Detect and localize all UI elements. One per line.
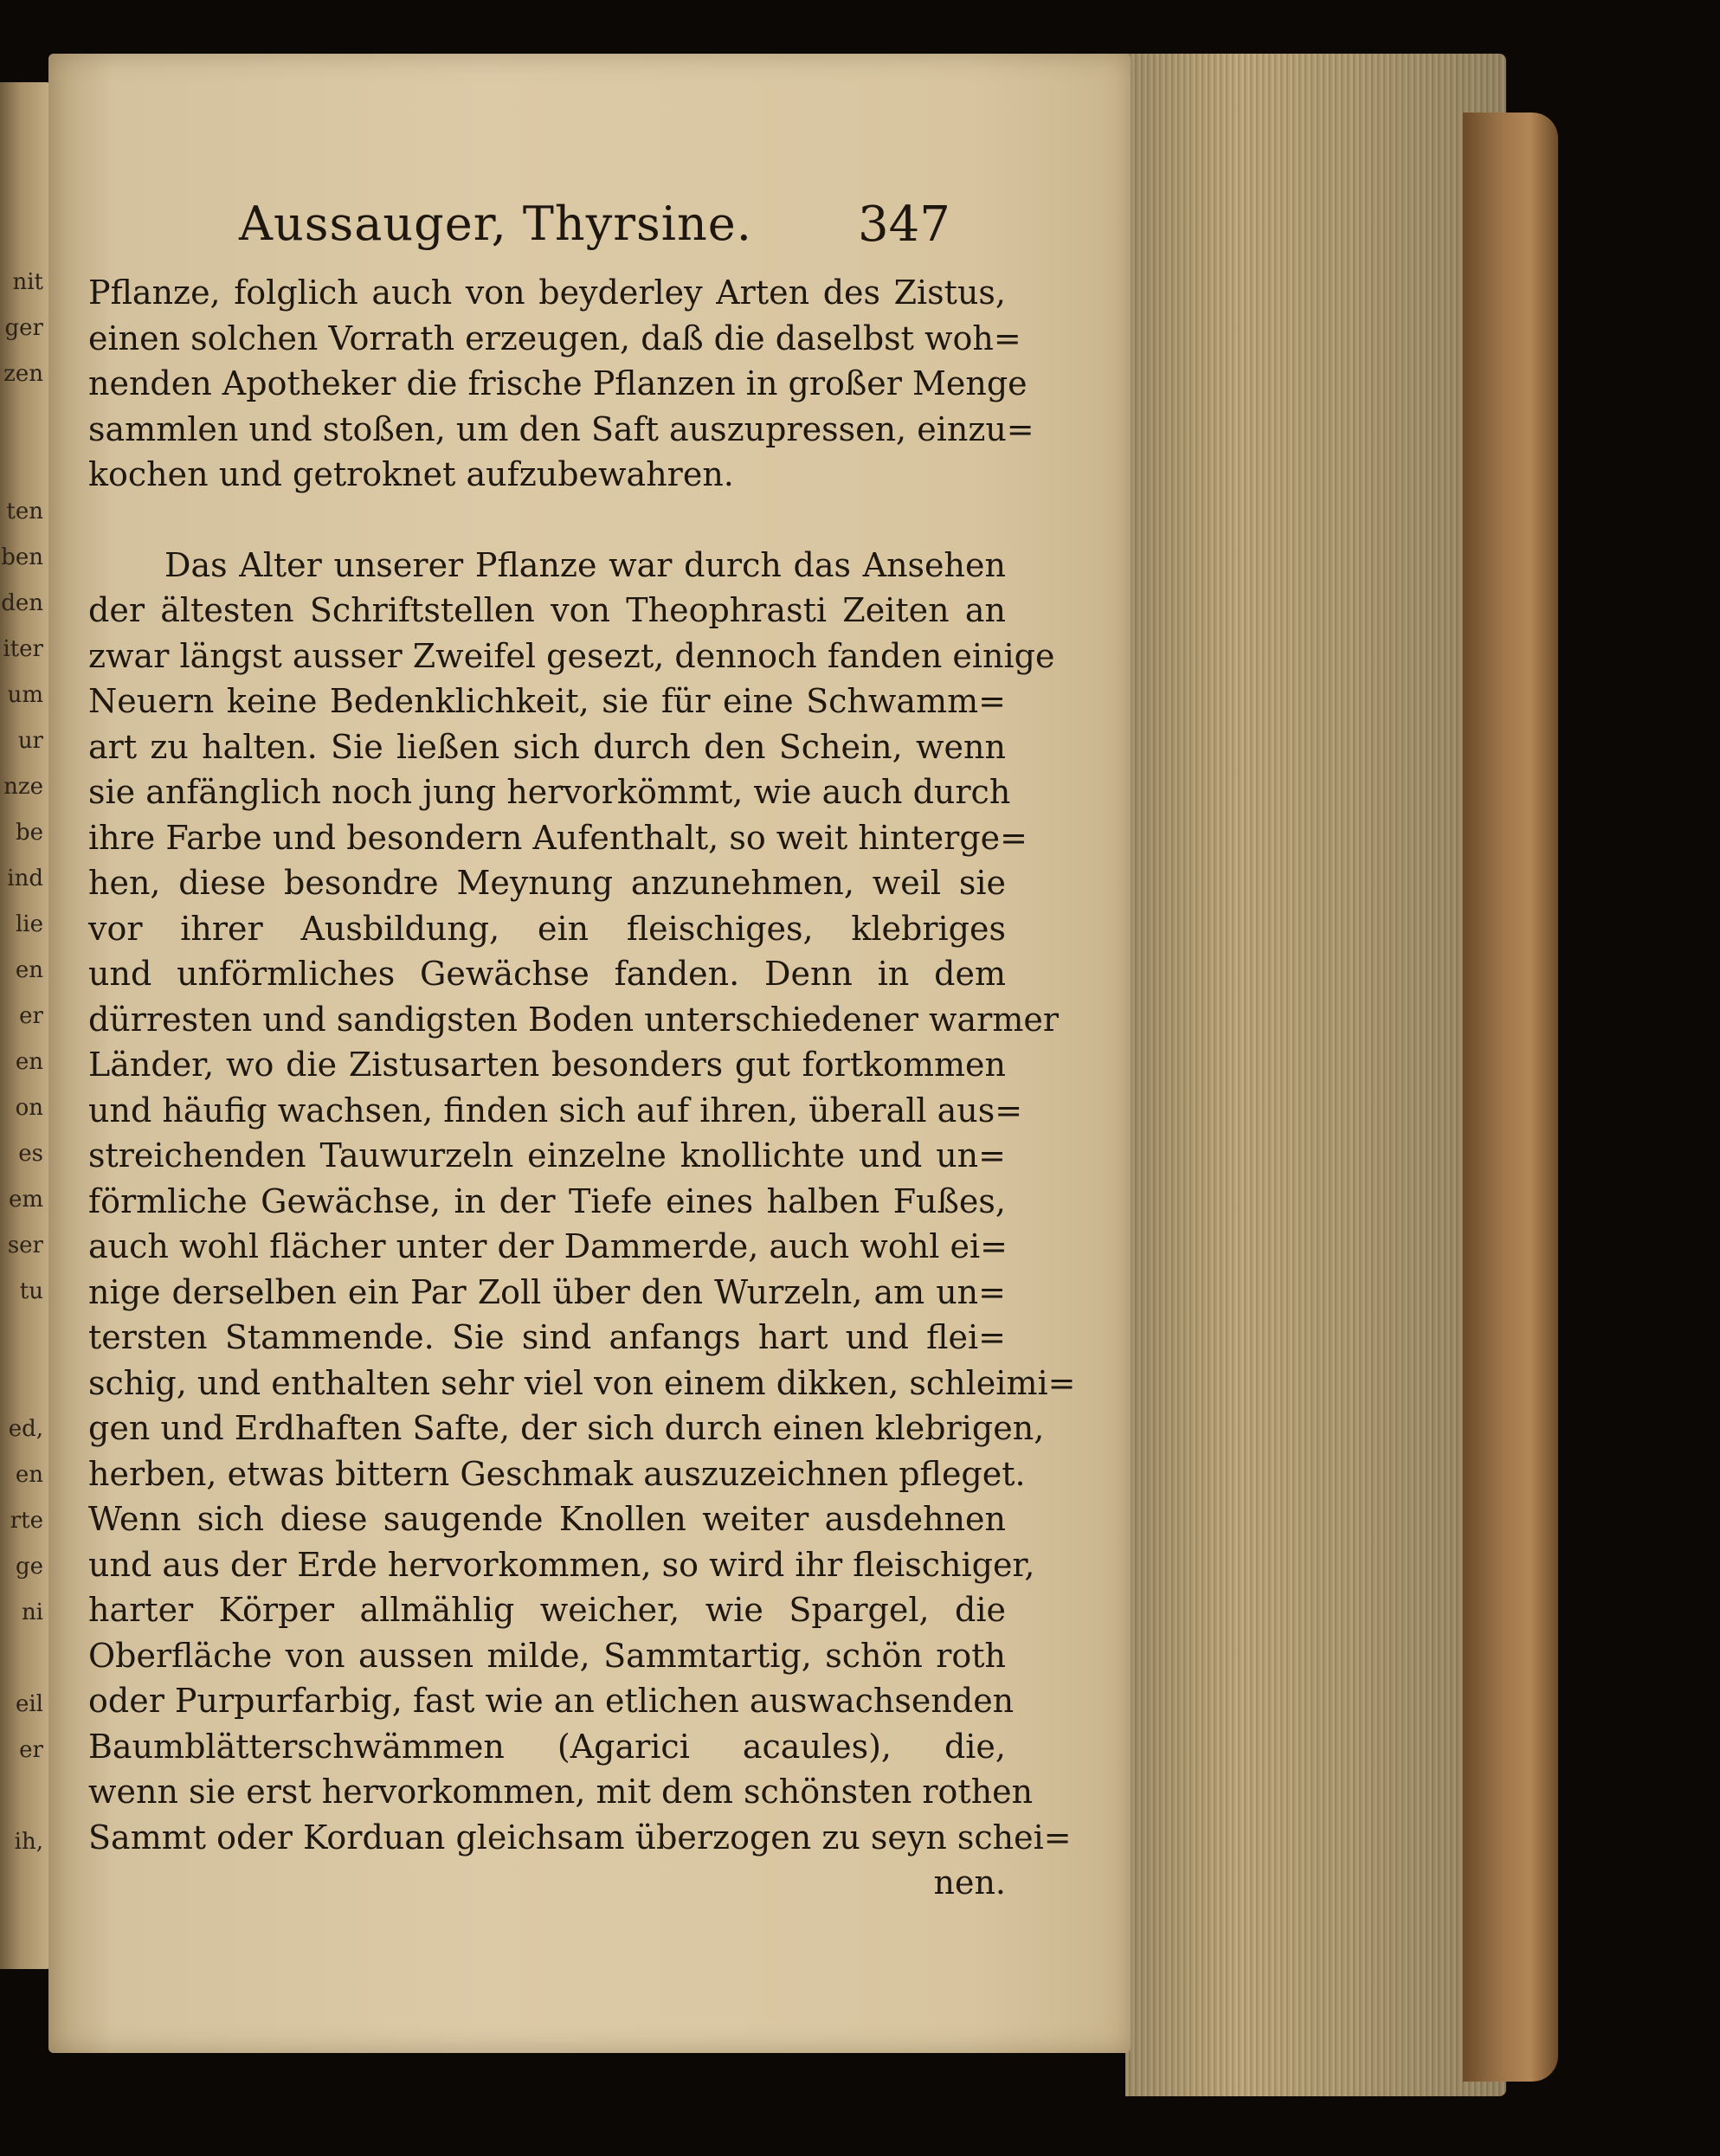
- margin-fragment: [0, 1773, 43, 1819]
- text-line: förmliche Gewächse, in der Tiefe eines halben Fußes,: [88, 1181, 1006, 1220]
- text-line: Länder, wo die Zistusarten besonders gut fortkommen: [88, 1046, 1006, 1084]
- text-line: nenden Apotheker die frische Pflanzen in großer Menge: [88, 364, 1027, 402]
- text-line: sammlen und stoßen, um den Saft auszupressen, einzu=: [88, 409, 1034, 448]
- page-block-shadow: [1125, 54, 1506, 2096]
- text-line: Baumblätterschwämmen (Agarici acaules), die,: [88, 1727, 1006, 1766]
- text-line: vor ihrer Ausbildung, ein fleischiges, klebriges: [88, 909, 1006, 948]
- text-line: sie anfänglich noch jung hervorkömmt, wie auch durch: [88, 773, 1011, 811]
- text-line: schig, und enthalten sehr viel von einem dikken, schleimi=: [88, 1363, 1076, 1402]
- text-line: Pflanze, folglich auch von beyderley Arten des Zistus,: [88, 274, 1006, 312]
- text-line: ihre Farbe und besondern Aufenthalt, so weit hinterge=: [88, 818, 1027, 857]
- text-line: Oberfläche von aussen milde, Sammtartig, schön roth: [88, 1636, 1006, 1675]
- text-line: Neuern keine Bedenklichkeit, sie für eine Schwamm=: [88, 682, 1006, 720]
- margin-fragment: rte: [10, 1508, 43, 1534]
- text-line: Das Alter unserer Pflanze war durch das Ansehen: [164, 545, 1006, 584]
- paragraph-gap: [88, 498, 1006, 543]
- margin-fragment: ge: [15, 1554, 43, 1580]
- text-line: der ältesten Schriftstellen von Theophrasti Zeiten an: [88, 591, 1006, 629]
- text-line: und häufig wachsen, finden sich auf ihren, überall aus=: [88, 1091, 1023, 1129]
- margin-fragment: ih,: [14, 1829, 43, 1855]
- margin-fragment: [0, 443, 43, 489]
- margin-fragment: [0, 1315, 43, 1361]
- margin-fragment: er: [19, 1003, 43, 1029]
- paragraph-1: [88, 270, 1034, 498]
- margin-fragment: ur: [17, 728, 43, 754]
- body-text: [88, 270, 1076, 1906]
- previous-page-margin-text: [0, 260, 43, 1865]
- text-line: zwar längst ausser Zweifel gesezt, dennoch fanden einige: [88, 636, 1055, 675]
- text-line: einen solchen Vorrath erzeugen, daß die daselbst woh=: [88, 319, 1021, 357]
- text-line: wenn sie erst hervorkommen, mit dem schönsten rothen: [88, 1773, 1034, 1811]
- margin-fragment: es: [18, 1141, 43, 1167]
- margin-fragment: ed,: [8, 1416, 43, 1442]
- book-page: [48, 54, 1131, 2053]
- text-line: dürresten und sandigsten Boden unterschiedener warmer: [88, 1000, 1060, 1039]
- text-line: und aus der Erde hervorkommen, so wird ihr fleischiger,: [88, 1545, 1035, 1584]
- margin-fragment: ser: [7, 1232, 43, 1258]
- margin-fragment: tu: [19, 1278, 43, 1304]
- margin-fragment: iter: [3, 636, 43, 662]
- margin-fragment: um: [7, 682, 43, 708]
- margin-fragment: ger: [4, 315, 43, 341]
- text-line: nige derselben ein Par Zoll über den Wurzeln, am un=: [88, 1272, 1006, 1311]
- page-header: [48, 196, 1001, 257]
- margin-fragment: ni: [21, 1599, 43, 1625]
- text-line: gen und Erdhaften Safte, der sich durch einen klebrigen,: [88, 1409, 1045, 1447]
- margin-fragment: eil: [15, 1691, 43, 1717]
- margin-fragment: ten: [6, 499, 43, 525]
- text-line: harter Körper allmählig weicher, wie Spargel, die: [88, 1591, 1006, 1629]
- margin-fragment: ben: [1, 544, 43, 570]
- margin-fragment: nze: [3, 774, 43, 800]
- text-line: tersten Stammende. Sie sind anfangs hart und flei=: [88, 1318, 1006, 1356]
- page-number: 347: [858, 196, 950, 253]
- margin-fragment: ind: [7, 866, 43, 891]
- paragraph-2: [88, 543, 1076, 1906]
- margin-fragment: en: [15, 1049, 43, 1075]
- text-line: kochen und getroknet aufzubewahren.: [88, 455, 734, 493]
- margin-fragment: [0, 1636, 43, 1682]
- margin-fragment: den: [1, 590, 43, 616]
- book-cover-edge: [1463, 113, 1558, 2082]
- margin-fragment: nit: [12, 269, 43, 295]
- margin-fragment: lie: [15, 911, 43, 937]
- margin-fragment: em: [8, 1187, 43, 1213]
- text-line: hen, diese besondre Meynung anzunehmen, weil sie: [88, 864, 1006, 902]
- margin-fragment: be: [15, 820, 43, 846]
- text-line: Sammt oder Korduan gleichsam überzogen zu seyn schei=: [88, 1818, 1072, 1857]
- margin-fragment: en: [15, 1462, 43, 1488]
- text-line: oder Purpurfarbig, fast wie an etlichen auswachsenden: [88, 1682, 1015, 1720]
- margin-fragment: er: [19, 1737, 43, 1763]
- text-line: streichenden Tauwurzeln einzelne knollichte und un=: [88, 1136, 1006, 1175]
- text-line: Wenn sich diese saugende Knollen weiter ausdehnen: [88, 1500, 1006, 1538]
- text-line: und unförmliches Gewächse fanden. Denn in dem: [88, 955, 1006, 993]
- text-line: art zu halten. Sie ließen sich durch den Schein, wenn: [88, 727, 1006, 766]
- running-title: Aussauger, Thyrsine.: [239, 196, 752, 251]
- margin-fragment: [0, 1361, 43, 1406]
- margin-fragment: on: [15, 1095, 43, 1121]
- text-line: auch wohl flächer unter der Dammerde, auch wohl ei=: [88, 1227, 1008, 1265]
- margin-fragment: [0, 397, 43, 443]
- text-line: herben, etwas bittern Geschmak auszuzeichnen pfleget.: [88, 1454, 1026, 1493]
- margin-fragment: zen: [3, 361, 43, 387]
- text-line: nen.: [933, 1863, 1006, 1902]
- margin-fragment: en: [15, 957, 43, 983]
